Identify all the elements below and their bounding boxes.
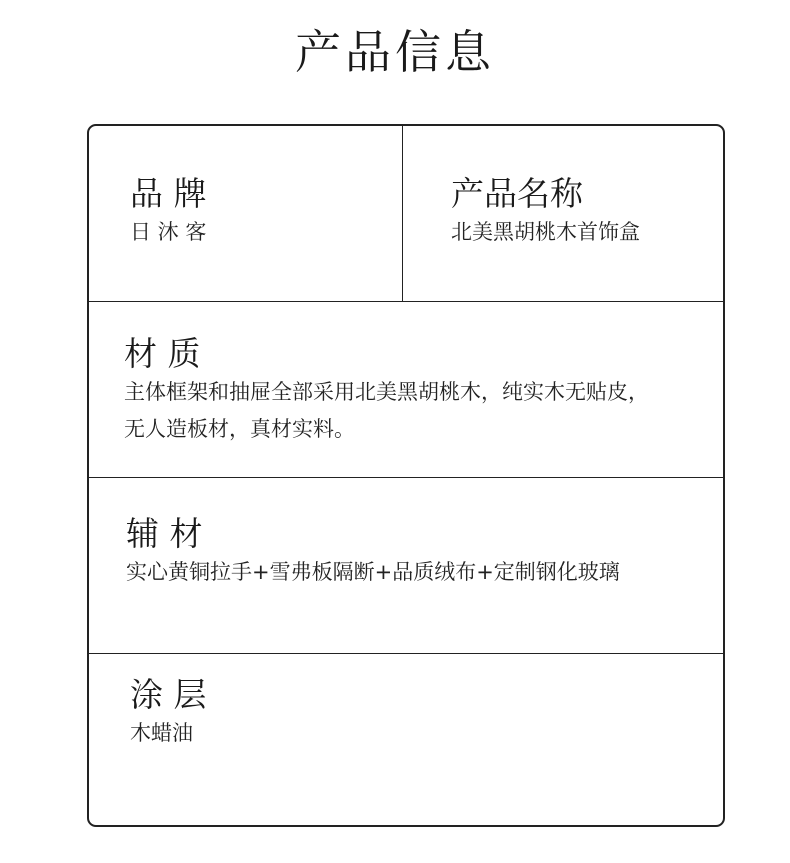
accessories-cell <box>126 512 620 591</box>
coating-cell <box>130 673 207 752</box>
brand-value: 日 沐 客 <box>130 220 207 244</box>
material-label: 材 质 <box>124 334 201 373</box>
material-value-line-2: 无人造板材，真材实料。 <box>124 417 355 441</box>
product-name-cell <box>451 172 640 251</box>
brand-label: 品 牌 <box>130 174 207 213</box>
coating-value: 木蜡油 <box>130 721 193 745</box>
brand-cell <box>130 172 207 251</box>
accessories-label: 辅 材 <box>126 514 203 553</box>
page-title: 产品信息 <box>295 25 495 79</box>
row-coating <box>89 653 723 827</box>
material-value-line-1: 主体框架和抽屉全部采用北美黑胡桃木，纯实木无贴皮， <box>124 380 649 404</box>
product-info-table <box>87 124 725 827</box>
column-divider <box>402 126 403 302</box>
material-cell <box>124 332 649 448</box>
accessories-value: 实心黄铜拉手+雪弗板隔断+品质绒布+定制钢化玻璃 <box>126 560 620 584</box>
coating-label: 涂 层 <box>130 675 207 714</box>
product-name-value: 北美黑胡桃木首饰盒 <box>451 220 640 244</box>
row-accessories <box>89 477 723 654</box>
product-name-label: 产品名称 <box>451 174 583 213</box>
row-material <box>89 301 723 478</box>
row-brand-name <box>89 126 723 302</box>
